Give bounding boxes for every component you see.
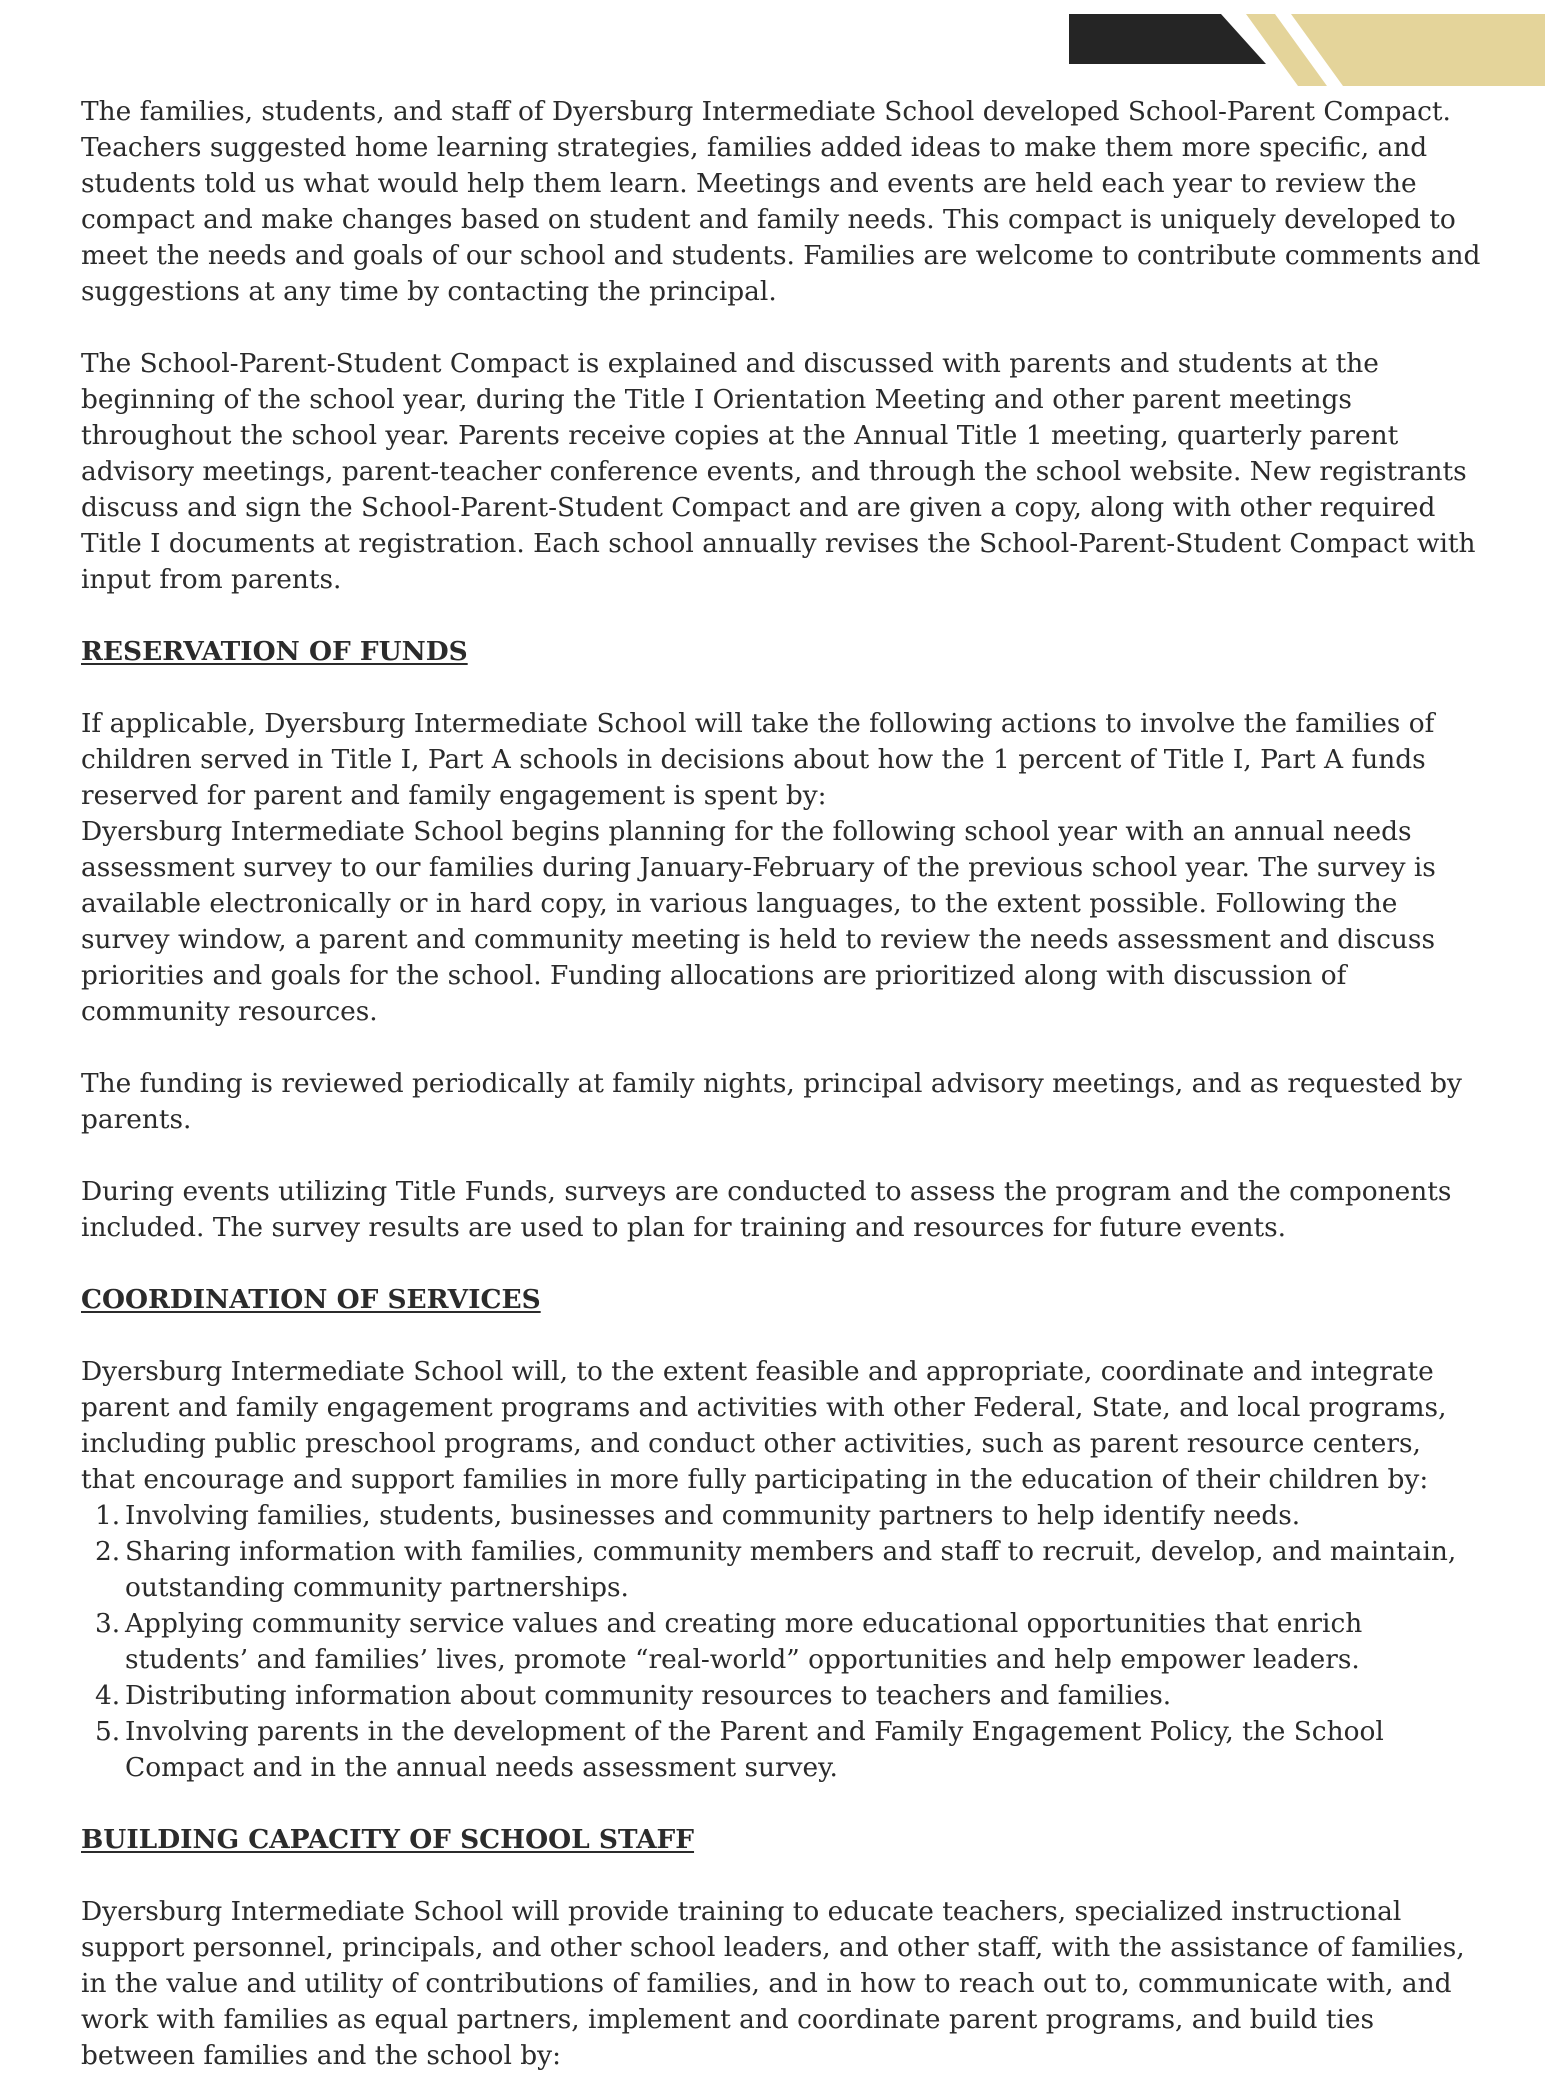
dark-banner-shape	[1069, 14, 1266, 64]
building-capacity-paragraph: Dyersburg Intermediate School will provide training to educate teachers, specialized instructional support personnel, principals, and other school leaders, and other staff, with the assistance of families, in the value and utility of contributions of families, and in how to reach out to, communicate with, and work with families as equal partners, implement and coordinate parent programs, and build ties between families and the school by:	[81, 1896, 1465, 2071]
intro-paragraph: The families, students, and staff of Dyersburg Intermediate School developed School-Parent Compact. Teachers suggested home learning strategies, families added ideas to make them more specific, and students told us what would help them learn. Meetings and events are held each year to review the compact and make changes based on student and family needs. This compact is uniquely developed to meet the needs and goals of our school and students. Families are welcome to contribute comments and suggestions at any time by contacting the principal.	[81, 96, 1481, 307]
list-item-number: 2.	[95, 1536, 121, 1567]
list-item	[81, 1534, 1481, 1606]
reservation-of-funds-heading: RESERVATION OF FUNDS	[81, 636, 468, 667]
coordination-list	[81, 1498, 1481, 1786]
coordination-intro-paragraph: Dyersburg Intermediate School will, to the extent feasible and appropriate, coordinate and integrate parent and family engagement programs and activities with other Federal, State, and local programs, including public preschool programs, and conduct other activities, such as parent resource centers, that encourage and support families in more fully participating in the education of their children by:	[81, 1356, 1447, 1495]
list-item-number: 4.	[95, 1680, 121, 1711]
list-item-text: Applying community service values and creating more educational opportunities that enrich students’ and families’ lives, promote “real-world” opportunities and help empower leaders.	[125, 1608, 1363, 1675]
list-item	[81, 1606, 1481, 1678]
list-item-number: 5.	[95, 1716, 121, 1747]
reservation-planning-paragraph: Dyersburg Intermediate School begins planning for the following school year with an annual needs assessment survey to our families during January-February of the previous school year. The survey is available electronically or in hard copy, in various languages, to the extent possible. Following the survey window, a parent and community meeting is held to review the needs assessment and discuss priorities and goals for the school. Funding allocations are prioritized along with discussion of community resources.	[81, 816, 1436, 1027]
list-item	[81, 1714, 1481, 1786]
building-capacity-heading: BUILDING CAPACITY OF SCHOOL STAFF	[81, 1824, 695, 1855]
list-item	[81, 1498, 1481, 1534]
reservation-surveys-paragraph: During events utilizing Title Funds, surveys are conducted to assess the program and the components included. The survey results are used to plan for training and resources for future events.	[81, 1176, 1452, 1243]
list-item-text: Sharing information with families, community members and staff to recruit, develop, and maintain, outstanding community partnerships.	[125, 1536, 1457, 1603]
list-item-text: Involving families, students, businesses and community partners to help identify needs.	[125, 1500, 1301, 1531]
list-item-text: Involving parents in the development of the Parent and Family Engagement Policy, the School Compact and in the annual needs assessment survey.	[125, 1716, 1384, 1783]
reservation-review-paragraph: The funding is reviewed periodically at family nights, principal advisory meetings, and as requested by parents.	[81, 1068, 1462, 1135]
list-item-number: 1.	[95, 1500, 121, 1531]
gold-banner-shape	[1291, 14, 1545, 86]
list-item-number: 3.	[95, 1608, 121, 1639]
reservation-intro-paragraph: If applicable, Dyersburg Intermediate School will take the following actions to involve the families of children served in Title I, Part A schools in decisions about how the 1 percent of Title I, Part A funds reserved for parent and family engagement is spent by:	[81, 708, 1435, 811]
document-body	[81, 94, 1481, 2074]
list-item-text: Distributing information about community resources to teachers and families.	[125, 1680, 1172, 1711]
coordination-of-services-heading: COORDINATION OF SERVICES	[81, 1284, 541, 1315]
header-decoration	[0, 14, 1545, 86]
compact-paragraph: The School-Parent-Student Compact is explained and discussed with parents and students at the beginning of the school year, during the Title I Orientation Meeting and other parent meetings throughout the school year. Parents receive copies at the Annual Title 1 meeting, quarterly parent advisory meetings, parent-teacher conference events, and through the school website. New registrants discuss and sign the School-Parent-Student Compact and are given a copy, along with other required Title I documents at registration. Each school annually revises the School-Parent-Student Compact with input from parents.	[81, 348, 1476, 595]
list-item	[81, 1678, 1481, 1714]
